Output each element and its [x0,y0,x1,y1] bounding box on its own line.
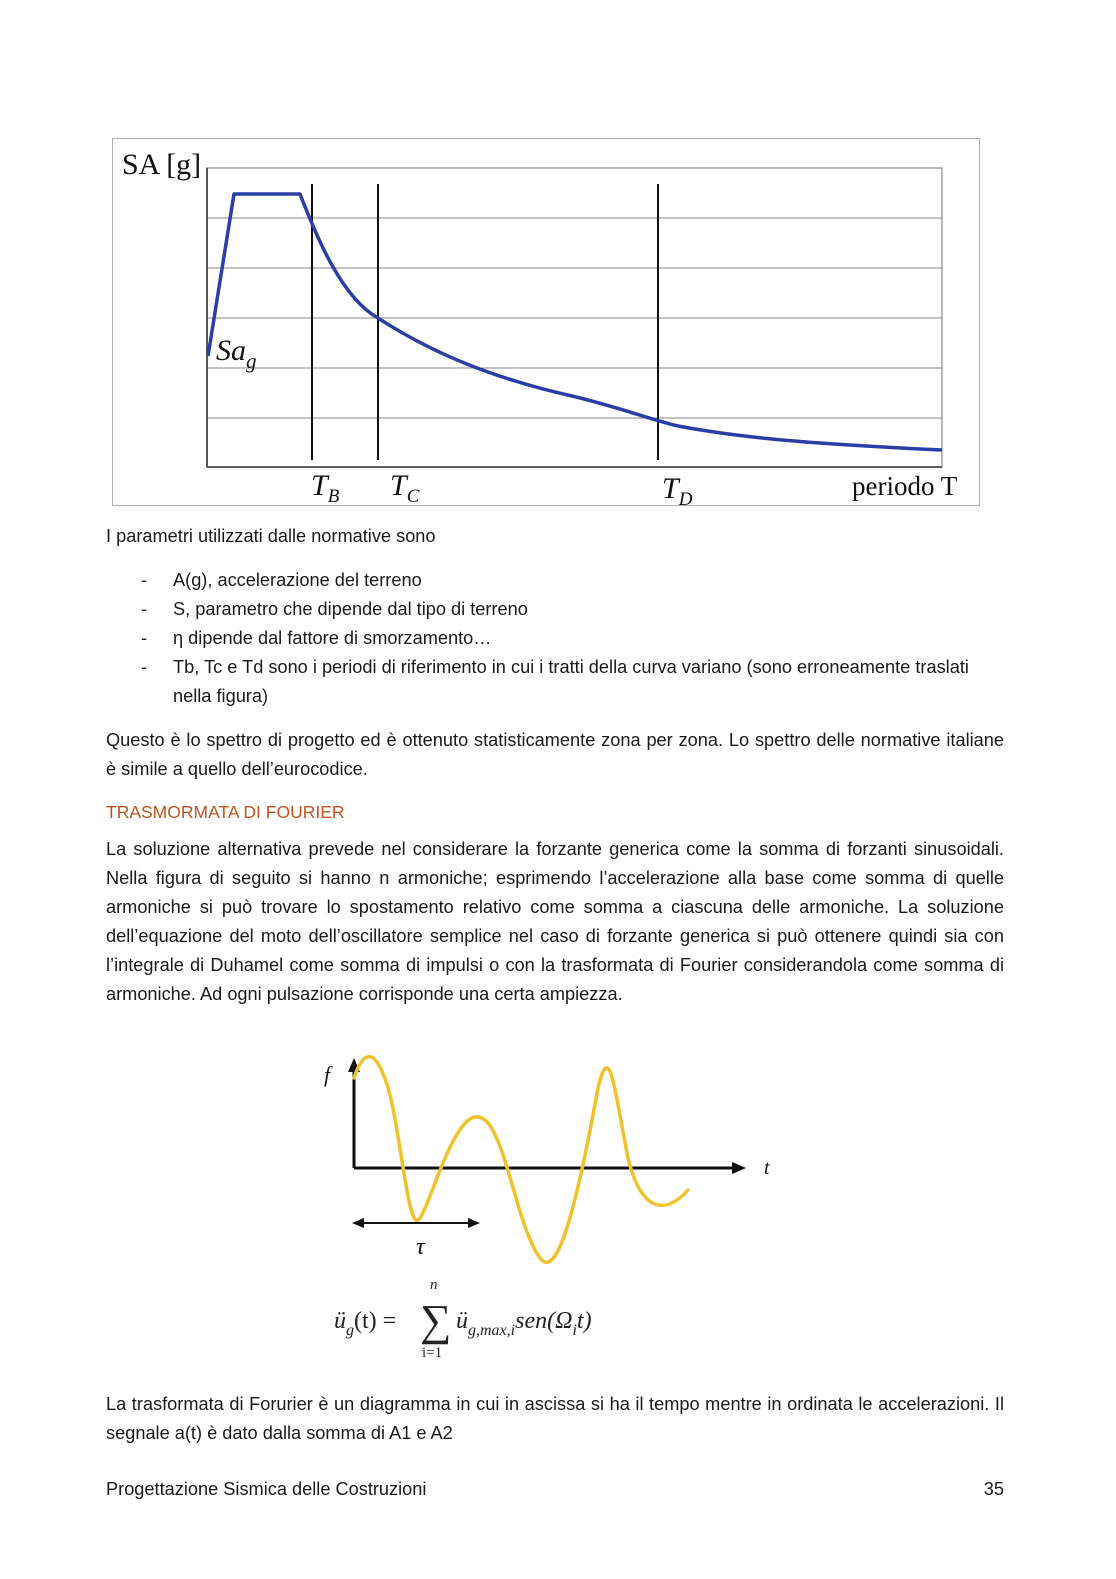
sum-lower-limit: i=1 [422,1345,443,1361]
sum-upper-limit: n [430,1277,438,1293]
td-label: $T_D$ [662,472,693,506]
x-axis-label: periodo T [852,471,958,501]
tau-right-arrow-icon [468,1218,480,1228]
spectrum-paragraph: Questo è lo spettro di progetto ed è ottenuto statisticamente zona per zona. Lo spettro delle normative italiane è simile a quello dell’eurocodice. [106,730,1004,779]
t-axis-arrow-icon [732,1162,746,1174]
list-item: - S, parametro che dipende dal tipo di terreno [141,599,528,619]
footer-title: Progettazione Sismica delle Costruzioni [106,1479,427,1499]
response-spectrum-figure [112,138,980,506]
y-axis-label: SA [g] [122,148,202,181]
f-axis-label: f [324,1062,331,1087]
section-heading: TRASMORMATA DI FOURIER [106,802,345,822]
fourier-paragraph: La soluzione alternativa prevede nel considerare la forzante generica come la somma di forzanti sinusoidali. Nella figura di seguito si hanno n armoniche; esprimendo l’accelerazione alla base come somma di quelle armoniche si può trovare lo spostamento relativo come somma a ciascuna delle armoniche. La soluzione dell’equazione del moto dell’oscillatore semplice nel caso di forzante generica si può ottenere quindi sia con l’integrale di Duhamel come somma di impulsi o con la trasformata di Fourier considerandola come somma di armoniche. Ad ogni pulsazione corrisponde una certa ampiezza. [106,839,1004,1004]
formula-lhs: $ü_g(t)$ = [334,1308,397,1339]
tb-label: $T_B$ [311,469,340,506]
tau-label: τ [416,1234,425,1260]
summation-symbol: ∑ [420,1296,452,1345]
tc-label: $T_C$ [390,469,420,506]
page-footer [106,1475,1004,1504]
list-item: - A(g), accelerazione del terreno [141,570,422,590]
acceleration-formula [330,1275,650,1365]
closing-paragraph: La trasformata di Forurier è un diagramma in cui in ascissa si ha il tempo mentre in ordinata le accelerazioni. Il segnale a(t) è dato dalla somma di A1 e A2 [106,1394,1004,1443]
intro-paragraph: I parametri utilizzati dalle normative sono [106,526,436,546]
signal-figure [318,1048,788,1268]
t-axis-label: t [764,1157,770,1179]
parameter-list [106,566,1004,711]
list-item: - η dipende dal fattore di smorzamento… [141,628,492,648]
page-number: 35 [983,1479,1004,1499]
signal-wave [354,1057,688,1263]
formula-rhs: $ü_{g,max,i}sen(\Omega_it)$ [456,1308,592,1339]
tau-left-arrow-icon [352,1218,364,1228]
sag-label: $Sa_g$ [216,334,257,373]
list-item: - Tb, Tc e Td sono i periodi di riferimento in cui i tratti della curva variano (sono erroneamente traslati nella figura) [141,657,969,706]
